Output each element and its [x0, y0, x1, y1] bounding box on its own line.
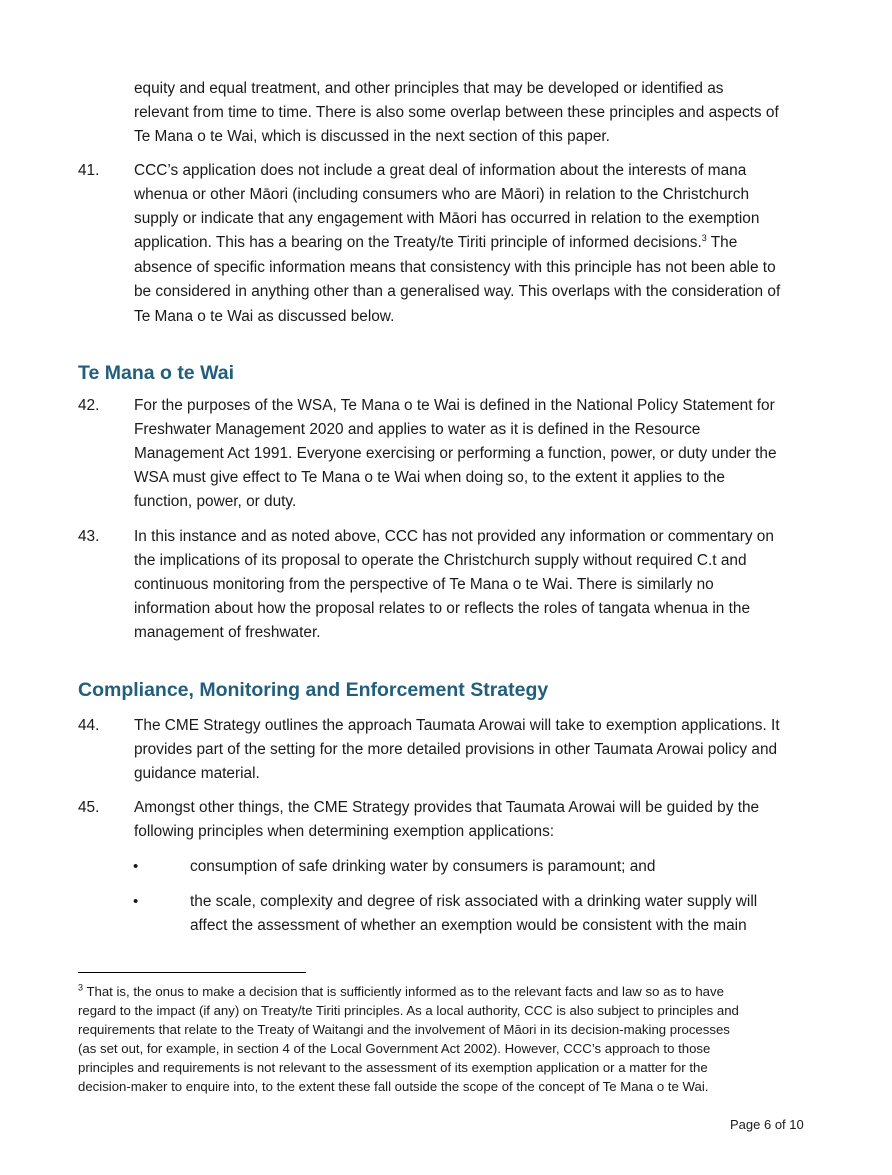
footnote-line: principles and requirements is not relevant to the assessment of its exemption application or a matter for the	[78, 1060, 708, 1075]
footnote-separator	[78, 972, 306, 973]
paragraph-line: CCC’s application does not include a great deal of information about the interests of mana	[134, 162, 747, 179]
paragraph-line: Amongst other things, the CME Strategy provides that Taumata Arowai will be guided by the	[134, 799, 760, 816]
footnote-line: decision-maker to enquire into, to the extent these fall outside the scope of the concept of Te Mana o te Wai.	[78, 1079, 709, 1094]
paragraph-number: 44.	[78, 717, 100, 734]
paragraph-line: information about how the proposal relates to or reflects the roles of tangata whenua in the	[134, 600, 751, 617]
footnote-line: (as set out, for example, in section 4 of the Local Government Act 2002). However, CCC’s approach to those	[78, 1041, 711, 1056]
footnote-text: That is, the onus to make a decision that is sufficiently informed as to the relevant facts and law so as to have	[83, 984, 724, 999]
paragraph-number: 43.	[78, 528, 100, 545]
bullet-line: the scale, complexity and degree of risk associated with a drinking water supply will	[190, 893, 758, 910]
paragraph-line: The CME Strategy outlines the approach Taumata Arowai will take to exemption applications. It	[134, 717, 780, 734]
paragraph-number: 45.	[78, 799, 100, 816]
paragraph-line-with-footnote	[134, 233, 737, 253]
paragraph-line-text: application. This has a bearing on the Treaty/te Tiriti principle of informed decisions.	[134, 234, 702, 251]
footnote-marker: 3	[78, 982, 84, 993]
footnote-line: requirements that relate to the Treaty of Waitangi and the involvement of Māori in its decision-making processes	[78, 1022, 730, 1037]
paragraph-line: supply or indicate that any engagement with Māori has occurred in relation to the exemption	[134, 210, 760, 227]
section-heading: Compliance, Monitoring and Enforcement Strategy	[78, 679, 549, 701]
paragraph-line: Management Act 1991. Everyone exercising or performing a function, power, or duty under the	[134, 445, 777, 462]
footnote-line-with-marker	[78, 983, 724, 1001]
paragraph-line: Te Mana o te Wai as discussed below.	[134, 308, 395, 325]
paragraph-number: 42.	[78, 397, 100, 414]
paragraph-line: guidance material.	[134, 765, 260, 782]
paragraph-line: be considered in anything other than a generalised way. This overlaps with the consideration of	[134, 283, 781, 300]
paragraph-line: whenua or other Māori (including consumers who are Māori) in relation to the Christchurch	[134, 186, 750, 203]
footnote-reference[interactable]: 3	[701, 232, 707, 243]
bullet-icon: •	[133, 893, 139, 910]
section-heading: Te Mana o te Wai	[78, 362, 235, 384]
paragraph-line: In this instance and as noted above, CCC has not provided any information or commentary on	[134, 528, 774, 545]
footnote-line: regard to the impact (if any) on Treaty/te Tiriti principles. As a local authority, CCC is also subject to principles and	[78, 1003, 739, 1018]
paragraph-line: continuous monitoring from the perspective of Te Mana o te Wai. There is similarly no	[134, 576, 714, 593]
bullet-line: affect the assessment of whether an exemption would be consistent with the main	[190, 917, 747, 934]
paragraph-line: For the purposes of the WSA, Te Mana o te Wai is defined in the National Policy Statement for	[134, 397, 775, 414]
page-number: Page 6 of 10	[730, 1117, 804, 1132]
paragraph-line: WSA must give effect to Te Mana o te Wai when doing so, to the extent it applies to the	[134, 469, 725, 486]
paragraph-line: absence of specific information means that consistency with this principle has not been able to	[134, 259, 776, 276]
paragraph-line: Te Mana o te Wai, which is discussed in the next section of this paper.	[134, 128, 610, 145]
paragraph-line-text: The	[706, 234, 738, 251]
paragraph-line: Freshwater Management 2020 and applies to water as it is defined in the Resource	[134, 421, 701, 438]
paragraph-number: 41.	[78, 162, 100, 179]
paragraph-line: following principles when determining exemption applications:	[134, 823, 555, 840]
paragraph-line: management of freshwater.	[134, 624, 321, 641]
bullet-icon: •	[133, 858, 139, 875]
bullet-line: consumption of safe drinking water by consumers is paramount; and	[190, 858, 656, 875]
paragraph-line: function, power, or duty.	[134, 493, 297, 510]
paragraph-line: the implications of its proposal to operate the Christchurch supply without required C.t and	[134, 552, 747, 569]
paragraph-line: equity and equal treatment, and other principles that may be developed or identified as	[134, 80, 724, 97]
paragraph-line: provides part of the setting for the more detailed provisions in other Taumata Arowai policy and	[134, 741, 778, 758]
paragraph-line: relevant from time to time. There is also some overlap between these principles and aspects of	[134, 104, 779, 121]
